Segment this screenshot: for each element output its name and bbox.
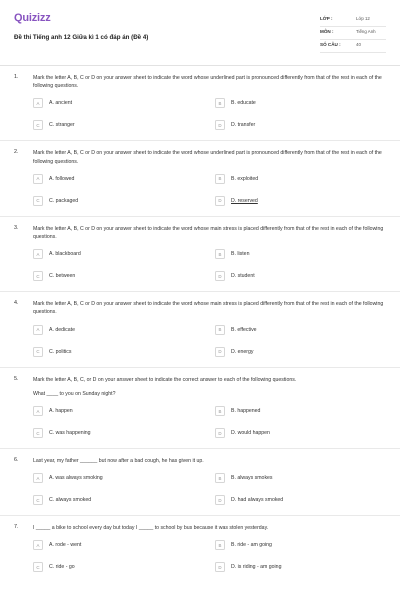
page-header (0, 0, 400, 66)
option-letter: A (33, 473, 43, 483)
answer-options (33, 325, 388, 357)
meta-label: MÔN : (320, 29, 334, 34)
question-number: 2. (14, 149, 19, 156)
option-d[interactable] (215, 495, 388, 505)
option-letter: B (215, 473, 225, 483)
meta-info (320, 14, 386, 53)
answer-options (33, 249, 388, 281)
question-text: Last year, my father ______ but now after a bad cough, he has given it up. (33, 458, 204, 465)
question-3 (0, 225, 400, 292)
meta-row-subject (320, 27, 386, 40)
option-b[interactable] (215, 540, 388, 550)
option-text: A. happen (49, 408, 73, 415)
question-5 (0, 376, 400, 449)
question-prompt: What ____ to you on Sunday night? (33, 390, 116, 397)
divider (0, 367, 400, 368)
option-text: B. always smokes (231, 475, 273, 482)
meta-value: 40 (356, 42, 361, 47)
option-c[interactable] (33, 562, 215, 572)
meta-value: Lớp 12 (356, 16, 370, 21)
meta-row-count (320, 40, 386, 53)
option-text: B. exploited (231, 175, 259, 182)
divider (0, 140, 400, 141)
option-text: C. packaged (49, 197, 79, 204)
option-letter: D (215, 196, 225, 206)
option-text: C. ride - go (49, 564, 75, 571)
option-a[interactable] (33, 98, 215, 108)
meta-value: Tiếng Anh (356, 29, 376, 34)
divider (0, 291, 400, 292)
question-number: 1. (14, 74, 19, 80)
option-a[interactable] (33, 325, 215, 335)
option-text: B. effective (231, 326, 257, 333)
question-1 (0, 74, 400, 141)
option-letter: C (33, 196, 43, 206)
option-letter: B (215, 406, 225, 416)
option-letter: C (33, 271, 43, 281)
question-text: I _____ a bike to school every day but today I _____ to school by bus because it was stolen yesterday. (33, 525, 269, 532)
option-letter: D (215, 120, 225, 130)
option-c[interactable] (33, 196, 215, 206)
question-2 (0, 149, 400, 216)
option-b[interactable] (215, 98, 388, 108)
option-d[interactable] (215, 196, 388, 206)
option-letter: A (33, 249, 43, 259)
option-text: A. followed (49, 175, 75, 182)
option-letter: D (215, 495, 225, 505)
option-c[interactable] (33, 271, 215, 281)
option-c[interactable] (33, 347, 215, 357)
option-text: A. ancient (49, 100, 73, 107)
option-text: D. is riding - am going (231, 564, 282, 571)
answer-options (33, 540, 388, 572)
option-b[interactable] (215, 325, 388, 335)
option-a[interactable] (33, 406, 215, 416)
option-b[interactable] (215, 473, 388, 483)
option-letter: A (33, 406, 43, 416)
question-number: 5. (14, 375, 19, 382)
option-text: B. educate (231, 100, 256, 107)
quizizz-logo[interactable]: Quizizz (14, 12, 51, 24)
option-letter: A (33, 540, 43, 550)
option-letter: A (33, 98, 43, 108)
page-title: Đề thi Tiếng anh 12 Giữa kì 1 có đáp án (Đề 4) (14, 34, 149, 41)
option-letter: D (215, 428, 225, 438)
option-text: D. reserved (231, 197, 258, 204)
option-d[interactable] (215, 347, 388, 357)
option-text: A. rode - went (49, 542, 82, 549)
meta-row-class (320, 14, 386, 27)
option-a[interactable] (33, 540, 215, 550)
answer-options (33, 174, 388, 206)
question-text: Mark the letter A, B, C or D on your answer sheet to indicate the word whose main stress is placed differently from that of the rest in each of the following questions. (33, 225, 384, 241)
option-a[interactable] (33, 473, 215, 483)
meta-label: LỚP : (320, 16, 333, 21)
option-letter: B (215, 249, 225, 259)
option-d[interactable] (215, 271, 388, 281)
option-text: B. happened (231, 408, 261, 415)
option-b[interactable] (215, 406, 388, 416)
option-text: A. dedicate (49, 326, 75, 333)
option-text: D. student (231, 273, 255, 280)
option-d[interactable] (215, 428, 388, 438)
option-d[interactable] (215, 120, 388, 130)
answer-options (33, 406, 388, 438)
option-text: C. stranger (49, 122, 75, 129)
option-letter: C (33, 120, 43, 130)
option-b[interactable] (215, 174, 388, 184)
option-text: C. between (49, 273, 76, 280)
option-text: C. always smoked (49, 497, 92, 504)
question-number: 3. (14, 224, 19, 231)
option-a[interactable] (33, 249, 215, 259)
option-text: A. blackboard (49, 251, 81, 258)
question-7 (0, 524, 400, 572)
question-text: Mark the letter A, B, C or D on your answer sheet to indicate the word whose main stress is placed differently from that of the rest in each of the following questions. (33, 301, 384, 316)
question-text: Mark the letter A, B, C or D on your answer sheet to indicate the word whose underlined part is pronounced differently from that of the rest in each of the following questions. (33, 150, 382, 165)
option-text: C. politics (49, 348, 72, 355)
question-list (0, 74, 400, 572)
divider (0, 448, 400, 449)
question-text: Mark the letter A, B, C, or D on your answer sheet to indicate the correct answer to each of the following questions. (33, 376, 297, 383)
option-letter: B (215, 174, 225, 184)
meta-label: SỐ CÂU : (320, 42, 341, 47)
option-letter: B (215, 540, 225, 550)
option-text: C. was happening (49, 430, 91, 437)
divider (0, 515, 400, 516)
question-4 (0, 300, 400, 367)
question-6 (0, 457, 400, 516)
option-letter: C (33, 347, 43, 357)
option-text: D. energy (231, 348, 254, 355)
option-text: B. listen (231, 251, 250, 258)
option-letter: C (33, 562, 43, 572)
option-text: B. ride - am going (231, 542, 272, 549)
answer-options (33, 473, 388, 505)
option-text: D. had always smoked (231, 497, 284, 504)
option-letter: D (215, 271, 225, 281)
question-number: 7. (14, 524, 19, 531)
option-letter: A (33, 174, 43, 184)
option-letter: C (33, 495, 43, 505)
answer-options (33, 98, 388, 130)
option-a[interactable] (33, 174, 215, 184)
option-letter: B (215, 98, 225, 108)
option-letter: A (33, 325, 43, 335)
option-c[interactable] (33, 120, 215, 130)
question-number: 4. (14, 300, 19, 307)
option-text: D. would happen (231, 430, 270, 437)
option-letter: B (215, 325, 225, 335)
option-c[interactable] (33, 495, 215, 505)
option-c[interactable] (33, 428, 215, 438)
divider (0, 216, 400, 217)
question-number: 6. (14, 457, 19, 464)
option-b[interactable] (215, 249, 388, 259)
option-text: A. was always smoking (49, 475, 103, 482)
option-letter: D (215, 347, 225, 357)
option-text: D. transfer (231, 122, 256, 129)
option-d[interactable] (215, 562, 388, 572)
option-letter: C (33, 428, 43, 438)
question-text: Mark the letter A, B, C or D on your answer sheet to indicate the word whose underlined part is pronounced differently from that of the rest in each of the following questions. (33, 75, 382, 90)
option-letter: D (215, 562, 225, 572)
